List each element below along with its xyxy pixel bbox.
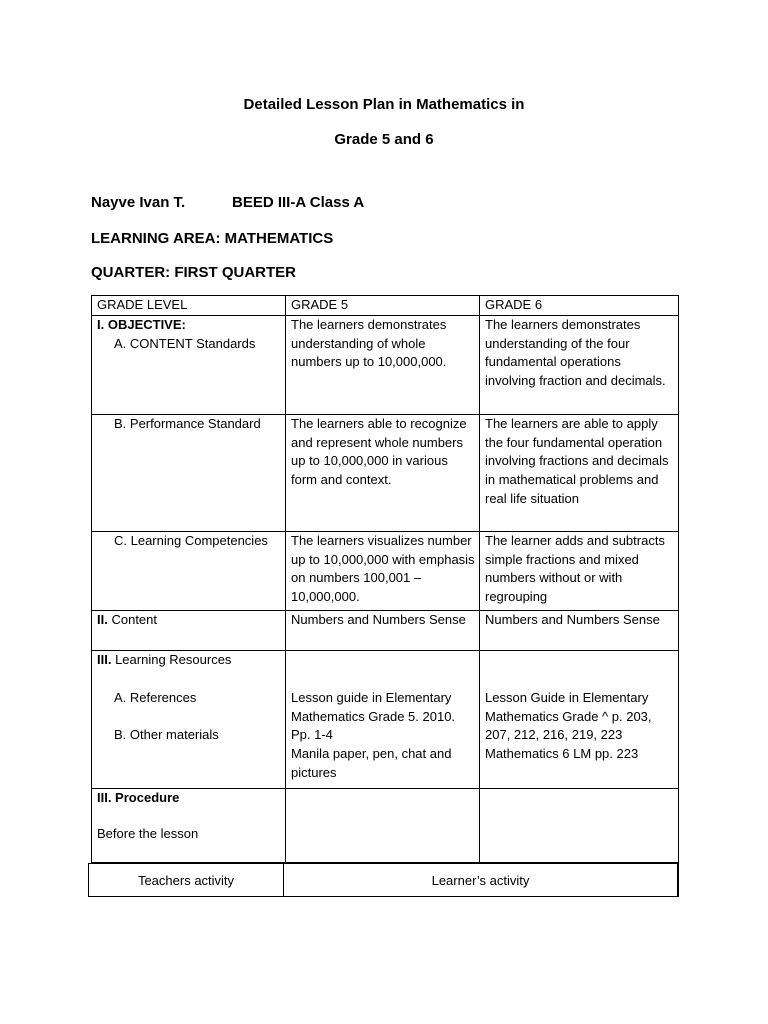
learners-activity-header: Learner’s activity — [284, 864, 679, 897]
table-row-content — [92, 611, 679, 651]
content-standards-grade-5: The learners demonstrates understanding of whole numbers up to 10,000,000. — [286, 316, 480, 415]
spacer — [485, 651, 674, 670]
table-row-procedure — [92, 789, 679, 863]
references-label: A. References — [114, 689, 197, 705]
competencies-grade-5: The learners visualizes number up to 10,000,000 with emphasis on numbers 100,001 – 10,000,000. — [286, 532, 480, 611]
resources-label: Learning Resources — [115, 652, 232, 667]
header-grade-6: GRADE 6 — [480, 296, 679, 316]
header-grade-level: GRADE LEVEL — [92, 296, 286, 316]
performance-grade-5: The learners able to recognize and represent whole numbers up to 10,000,000 in various form and context. — [286, 415, 480, 532]
performance-label: B. Performance Standard — [114, 416, 261, 431]
table-row-resources — [92, 651, 679, 789]
resources-cell — [92, 651, 286, 789]
spacer — [97, 670, 281, 689]
content-grade-6: Numbers and Numbers Sense — [480, 611, 679, 651]
content-standards-grade-6: The learners demonstrates understanding of the four fundamental operations involving fraction and decimals. — [480, 316, 679, 415]
competencies-cell — [92, 532, 286, 611]
content-cell — [92, 611, 286, 651]
procedure-cell — [92, 789, 286, 863]
teachers-activity-header: Teachers activity — [89, 864, 284, 897]
spacer — [97, 808, 281, 825]
procedure-grade-6 — [480, 789, 679, 863]
resources-grade-5 — [286, 651, 480, 789]
table-row-content-standards — [92, 316, 679, 415]
spacer — [485, 670, 674, 689]
references-grade-5: Lesson guide in Elementary Mathematics Grade 5. 2010. Pp. 1-4 — [291, 690, 456, 743]
objective-cell — [92, 316, 286, 415]
objective-label: I. OBJECTIVE: — [97, 317, 186, 332]
content-number: II. — [97, 612, 108, 627]
other-materials-grade-5: Manila paper, pen, chat and pictures — [291, 746, 452, 780]
activity-table — [88, 863, 679, 897]
resources-grade-6 — [480, 651, 679, 789]
procedure-label: III. Procedure — [97, 790, 180, 805]
spacer — [97, 707, 281, 726]
competencies-grade-6: The learner adds and subtracts simple fractions and mixed numbers without or with regrouping — [480, 532, 679, 611]
learning-area: LEARNING AREA: MATHEMATICS — [91, 230, 334, 247]
performance-grade-6: The learners are able to apply the four fundamental operation involving fractions and decimals in mathematical problems and real life situation — [480, 415, 679, 532]
performance-cell — [92, 415, 286, 532]
author-name: Nayve Ivan T. — [91, 194, 186, 211]
references-grade-6: Lesson Guide in Elementary Mathematics Grade ^ p. 203, 207, 212, 216, 219, 223 — [485, 690, 652, 743]
content-label: Content — [111, 612, 158, 627]
other-materials-grade-6: Mathematics 6 LM pp. 223 — [485, 746, 639, 762]
content-grade-5: Numbers and Numbers Sense — [286, 611, 480, 651]
table-header-row — [92, 296, 679, 316]
activity-header-row — [89, 864, 679, 897]
procedure-grade-5 — [286, 789, 480, 863]
resources-number: III. — [97, 652, 112, 667]
competencies-label: C. Learning Competencies — [114, 533, 268, 548]
content-standards-label: A. CONTENT Standards — [114, 335, 256, 351]
lesson-plan-table — [91, 295, 679, 863]
author-line — [91, 194, 365, 211]
document-subtitle: Grade 5 and 6 — [334, 131, 434, 148]
other-materials-label: B. Other materials — [114, 727, 219, 743]
table-row-competencies — [92, 532, 679, 611]
author-section: BEED III-A Class A — [232, 194, 365, 211]
document-title: Detailed Lesson Plan in Mathematics in — [243, 96, 525, 113]
spacer — [291, 670, 475, 689]
table-row-performance — [92, 415, 679, 532]
spacer — [291, 651, 475, 670]
quarter: QUARTER: FIRST QUARTER — [91, 264, 296, 281]
header-grade-5: GRADE 5 — [286, 296, 480, 316]
before-lesson-label: Before the lesson — [97, 825, 199, 841]
